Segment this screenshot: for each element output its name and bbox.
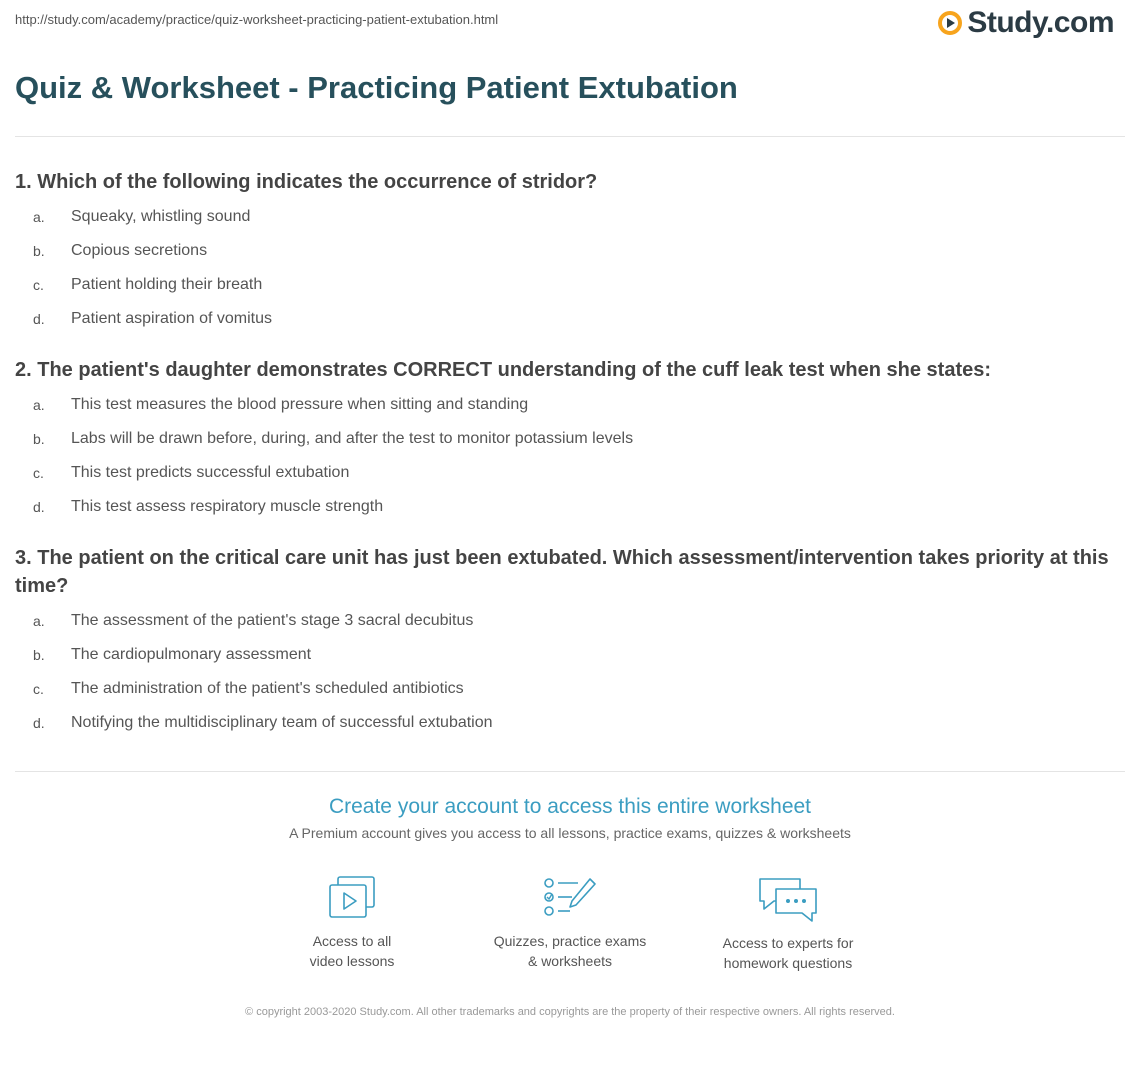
option-text: The administration of the patient's scheduled antibiotics [71, 680, 464, 697]
option-text: The assessment of the patient's stage 3 sacral decubitus [71, 612, 474, 629]
question-1 [15, 168, 1125, 336]
answer-option[interactable] [15, 422, 1125, 456]
feature-label: Quizzes, practice exams & worksheets [493, 933, 647, 969]
feature-quizzes [481, 875, 659, 973]
question-3 [15, 544, 1125, 740]
signup-cta [0, 795, 1140, 841]
quiz-checklist-icon [542, 875, 598, 921]
feature-label: Access to all video lessons [309, 933, 395, 969]
option-letter: d. [33, 311, 45, 327]
answer-option[interactable] [15, 302, 1125, 336]
answer-option[interactable] [15, 456, 1125, 490]
page-title: Quiz & Worksheet - Practicing Patient Extubation [15, 70, 738, 105]
feature-experts [699, 875, 877, 973]
option-letter: c. [33, 465, 44, 481]
quiz-questions [15, 168, 1125, 760]
cta-title-link[interactable]: Create your account to access this entire worksheet [328, 795, 812, 818]
video-lesson-icon [326, 875, 378, 921]
answer-option[interactable] [15, 234, 1125, 268]
page-url: http://study.com/academy/practice/quiz-worksheet-practicing-patient-extubation.html [15, 12, 499, 27]
option-letter: d. [33, 499, 45, 515]
question-2 [15, 356, 1125, 524]
option-text: This test predicts successful extubation [71, 464, 350, 481]
cta-divider [15, 771, 1125, 772]
option-text: Patient holding their breath [71, 276, 263, 293]
question-text: 1. Which of the following indicates the occurrence of stridor? [15, 171, 598, 193]
option-text: This test assess respiratory muscle strength [71, 498, 384, 515]
option-letter: c. [33, 277, 44, 293]
play-circle-icon [937, 10, 963, 36]
option-text: Labs will be drawn before, during, and after the test to monitor potassium levels [71, 430, 634, 447]
chat-bubbles-icon [756, 875, 820, 923]
premium-features [0, 875, 1140, 973]
answer-option[interactable] [15, 490, 1125, 524]
answer-option[interactable] [15, 388, 1125, 422]
logo-text: Study.com [967, 6, 1114, 39]
option-letter: d. [33, 715, 45, 731]
option-letter: b. [33, 647, 45, 663]
answer-option[interactable] [15, 604, 1125, 638]
option-text: Copious secretions [71, 242, 208, 259]
answer-options [15, 200, 1125, 336]
option-text: Patient aspiration of vomitus [71, 310, 272, 327]
option-text: Notifying the multidisciplinary team of successful extubation [71, 714, 493, 731]
cta-subtitle: A Premium account gives you access to all lessons, practice exams, quizzes & worksheets [289, 825, 851, 841]
answer-option[interactable] [15, 638, 1125, 672]
feature-label: Access to experts for homework questions [722, 935, 854, 971]
option-text: This test measures the blood pressure when sitting and standing [71, 396, 529, 413]
answer-option[interactable] [15, 268, 1125, 302]
option-text: The cardiopulmonary assessment [71, 646, 312, 663]
study-logo[interactable] [937, 6, 1114, 40]
answer-option[interactable] [15, 706, 1125, 740]
option-letter: b. [33, 431, 45, 447]
copyright-notice: © copyright 2003-2020 Study.com. All other trademarks and copyrights are the property of their respective owners. All rights reserved. [245, 1006, 895, 1018]
title-divider [15, 136, 1125, 137]
option-letter: b. [33, 243, 45, 259]
answer-option[interactable] [15, 200, 1125, 234]
option-letter: c. [33, 681, 44, 697]
question-text: 3. The patient on the critical care unit has just been extubated. Which assessment/intervention takes priority at this time? [15, 547, 1109, 597]
answer-options [15, 604, 1125, 740]
answer-option[interactable] [15, 672, 1125, 706]
answer-options [15, 388, 1125, 524]
feature-video-lessons [263, 875, 441, 973]
option-letter: a. [33, 397, 45, 413]
option-letter: a. [33, 613, 45, 629]
option-text: Squeaky, whistling sound [71, 208, 251, 225]
option-letter: a. [33, 209, 45, 225]
question-text: 2. The patient's daughter demonstrates CORRECT understanding of the cuff leak test when she states: [15, 359, 992, 381]
